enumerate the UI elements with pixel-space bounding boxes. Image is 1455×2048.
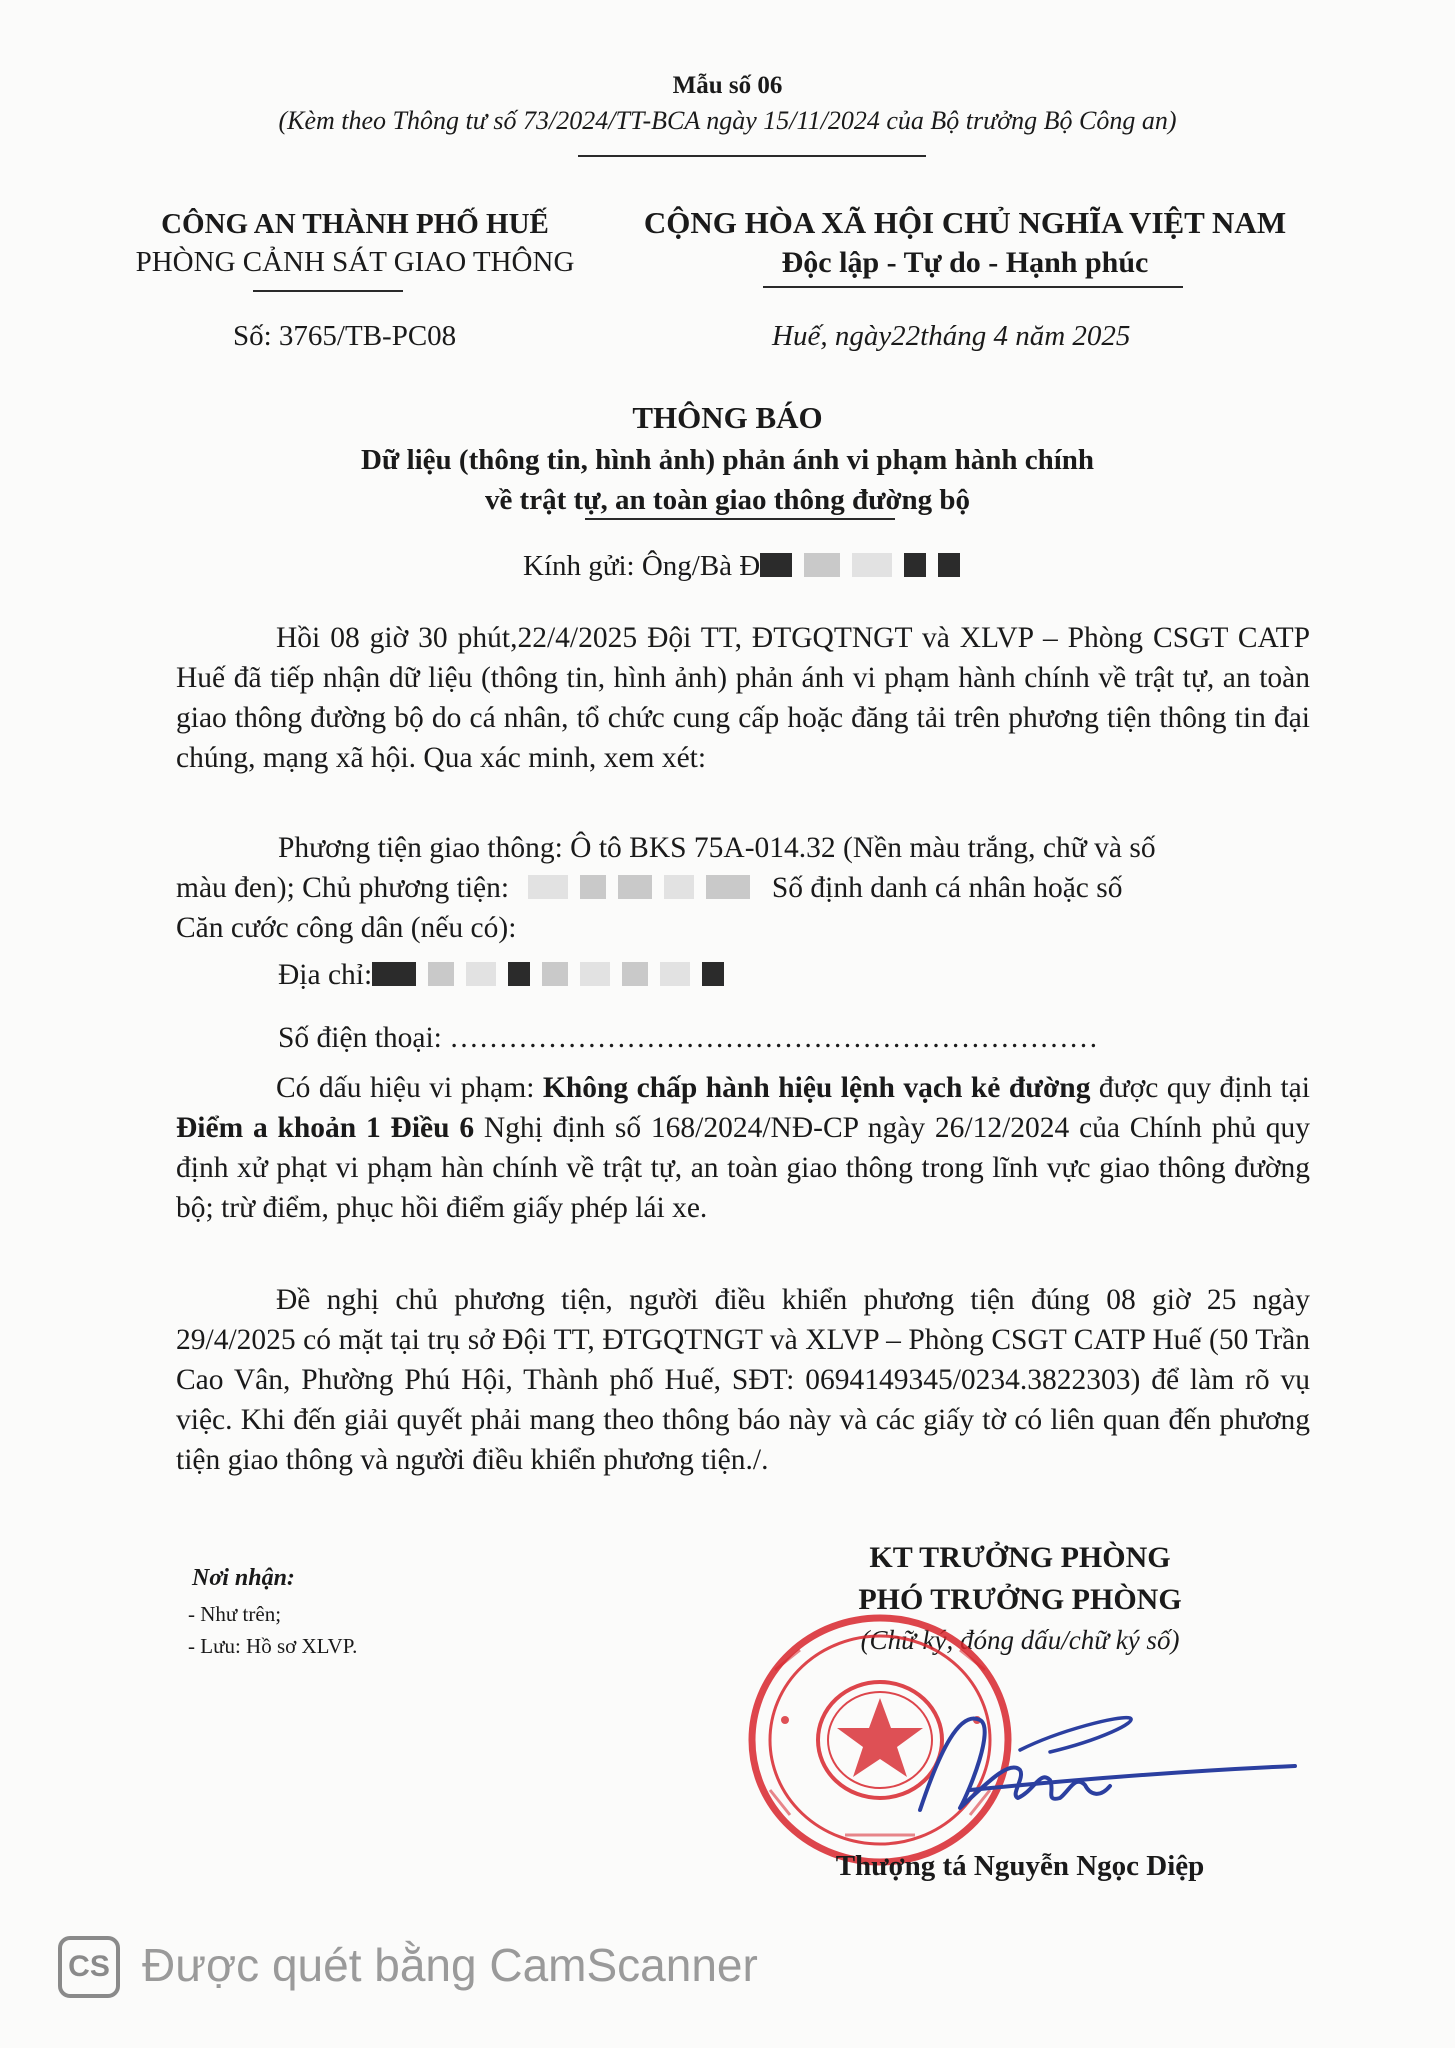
redacted-block (804, 553, 840, 577)
place-date: Huế, ngày22tháng 4 năm 2025 (772, 320, 1131, 352)
violation-text: Có dấu hiệu vi phạm: (276, 1072, 543, 1104)
redacted-block (702, 962, 724, 986)
signer-name: Thượng tá Nguyễn Ngọc Diệp (835, 1850, 1205, 1882)
signature-note: (Chữ ký, đóng dấu/chữ ký số) (860, 1625, 1180, 1655)
agency-divider (253, 290, 403, 292)
recipient-item: - Như trên; (188, 1602, 282, 1626)
redacted-block (664, 875, 694, 899)
legal-clause: Điểm a khoản 1 Điều 6 (176, 1112, 475, 1144)
redacted-block (542, 962, 568, 986)
redacted-block (580, 962, 610, 986)
handwritten-signature-icon (900, 1690, 1300, 1830)
document-number: Số: 3765/TB-PC08 (233, 320, 457, 352)
national-header (615, 203, 1315, 283)
form-divider (578, 155, 926, 157)
country-name: CỘNG HÒA XÃ HỘI CHỦ NGHĨA VIỆT NAM (643, 205, 1287, 240)
issuing-agency (95, 205, 615, 281)
greeting-text: Kính gửi: Ông/Bà Đ (523, 550, 761, 582)
request-text: Đề nghị chủ phương tiện, người điều khiển phương tiện đúng 08 giờ 25 ngày 29/4/2025 có mặt tại trụ sở Đội TT, ĐTGQTNGT và XLVP – Phòng CSGT CATP Huế (50 Trần Cao Vân, Phường Phú Hội, Thành phố Huế, SĐT: 0694149345/0234.3822303) để làm rõ vụ việc. Khi đến giải quyết phải mang theo thông báo này và các giấy tờ có liên quan đến phương tiện giao thông và người điều khiển phương tiện./. (176, 1284, 1310, 1476)
phone-line: Số điện thoại: ………………………………………………………… (278, 1022, 1099, 1054)
redacted-block (428, 962, 454, 986)
redacted-block (760, 553, 792, 577)
owner-label: màu đen); Chủ phương tiện: (176, 872, 510, 904)
redacted-block (508, 962, 530, 986)
agency-name: CÔNG AN THÀNH PHỐ HUẾ (161, 208, 549, 240)
redacted-block (618, 875, 652, 899)
motto-underline (763, 286, 1183, 288)
redacted-block (852, 553, 892, 577)
form-reference: (Kèm theo Thông tư số 73/2024/TT-BCA ngày 15/11/2024 của Bộ trưởng Bộ Công an) (278, 106, 1177, 135)
redacted-block (622, 962, 648, 986)
document-subtitle-line2: về trật tự, an toàn giao thông đường bộ (484, 484, 971, 516)
department-name: PHÒNG CẢNH SÁT GIAO THÔNG (135, 246, 575, 278)
redacted-block (660, 962, 690, 986)
redacted-block (580, 875, 606, 899)
address-line (278, 955, 1310, 995)
signer-role-1: KT TRƯỞNG PHÒNG (869, 1541, 1171, 1574)
greeting (523, 550, 966, 583)
vehicle-line-2 (176, 868, 1310, 908)
title-underline (585, 518, 895, 520)
violation-type: Không chấp hành hiệu lệnh vạch kẻ đường (542, 1072, 1091, 1104)
vehicle-line-3: Căn cước công dân (nếu có): (176, 912, 517, 944)
violation-paragraph (176, 1068, 1310, 1228)
vehicle-line-1: Phương tiện giao thông: Ô tô BKS 75A-014.32 (Nền màu trắng, chữ và số (278, 832, 1156, 864)
scanner-watermark: Được quét bằng CamScanner (142, 1939, 758, 1991)
redacted-block (528, 875, 568, 899)
document-subtitle-line1: Dữ liệu (thông tin, hình ảnh) phản ánh vi phạm hành chính (360, 444, 1095, 476)
recipient-item: - Lưu: Hồ sơ XLVP. (188, 1634, 358, 1658)
camscanner-logo-icon: CS (58, 1936, 120, 1998)
violation-text: Nghị định số 168/2024/NĐ-CP ngày 26/12/2024 của Chính phủ quy định xử phạt vi phạm hàn chính về trật tự, an toàn giao thông trong lĩnh vực giao thông đường bộ; trừ điểm, phục hồi điểm giấy phép lái xe. (176, 1112, 1310, 1224)
redacted-block (706, 875, 750, 899)
intro-text: Hồi 08 giờ 30 phút,22/4/2025 Đội TT, ĐTGQTNGT và XLVP – Phòng CSGT CATP Huế đã tiếp nhận dữ liệu (thông tin, hình ảnh) phản ánh vi phạm hành chính về trật tự, an toàn giao thông đường bộ do cá nhân, tổ chức cung cấp hoặc đăng tải trên phương tiện thông tin đại chúng, mạng xã hội. Qua xác minh, xem xét: (176, 622, 1310, 774)
id-label: Số định danh cá nhân hoặc số (771, 872, 1123, 904)
intro-paragraph (176, 618, 1310, 778)
redacted-block (372, 962, 416, 986)
request-paragraph (176, 1280, 1310, 1480)
redacted-block (938, 553, 960, 577)
redacted-block (466, 962, 496, 986)
signer-role-2: PHÓ TRƯỞNG PHÒNG (858, 1583, 1182, 1616)
address-label: Địa chỉ: (278, 959, 373, 991)
recipients-title: Nơi nhận: (192, 1565, 295, 1591)
violation-text: được quy định tại (1090, 1072, 1310, 1104)
document-title: THÔNG BÁO (632, 400, 823, 435)
national-motto: Độc lập - Tự do - Hạnh phúc (781, 246, 1149, 279)
form-number: Mẫu số 06 (672, 72, 783, 99)
redacted-block (904, 553, 926, 577)
